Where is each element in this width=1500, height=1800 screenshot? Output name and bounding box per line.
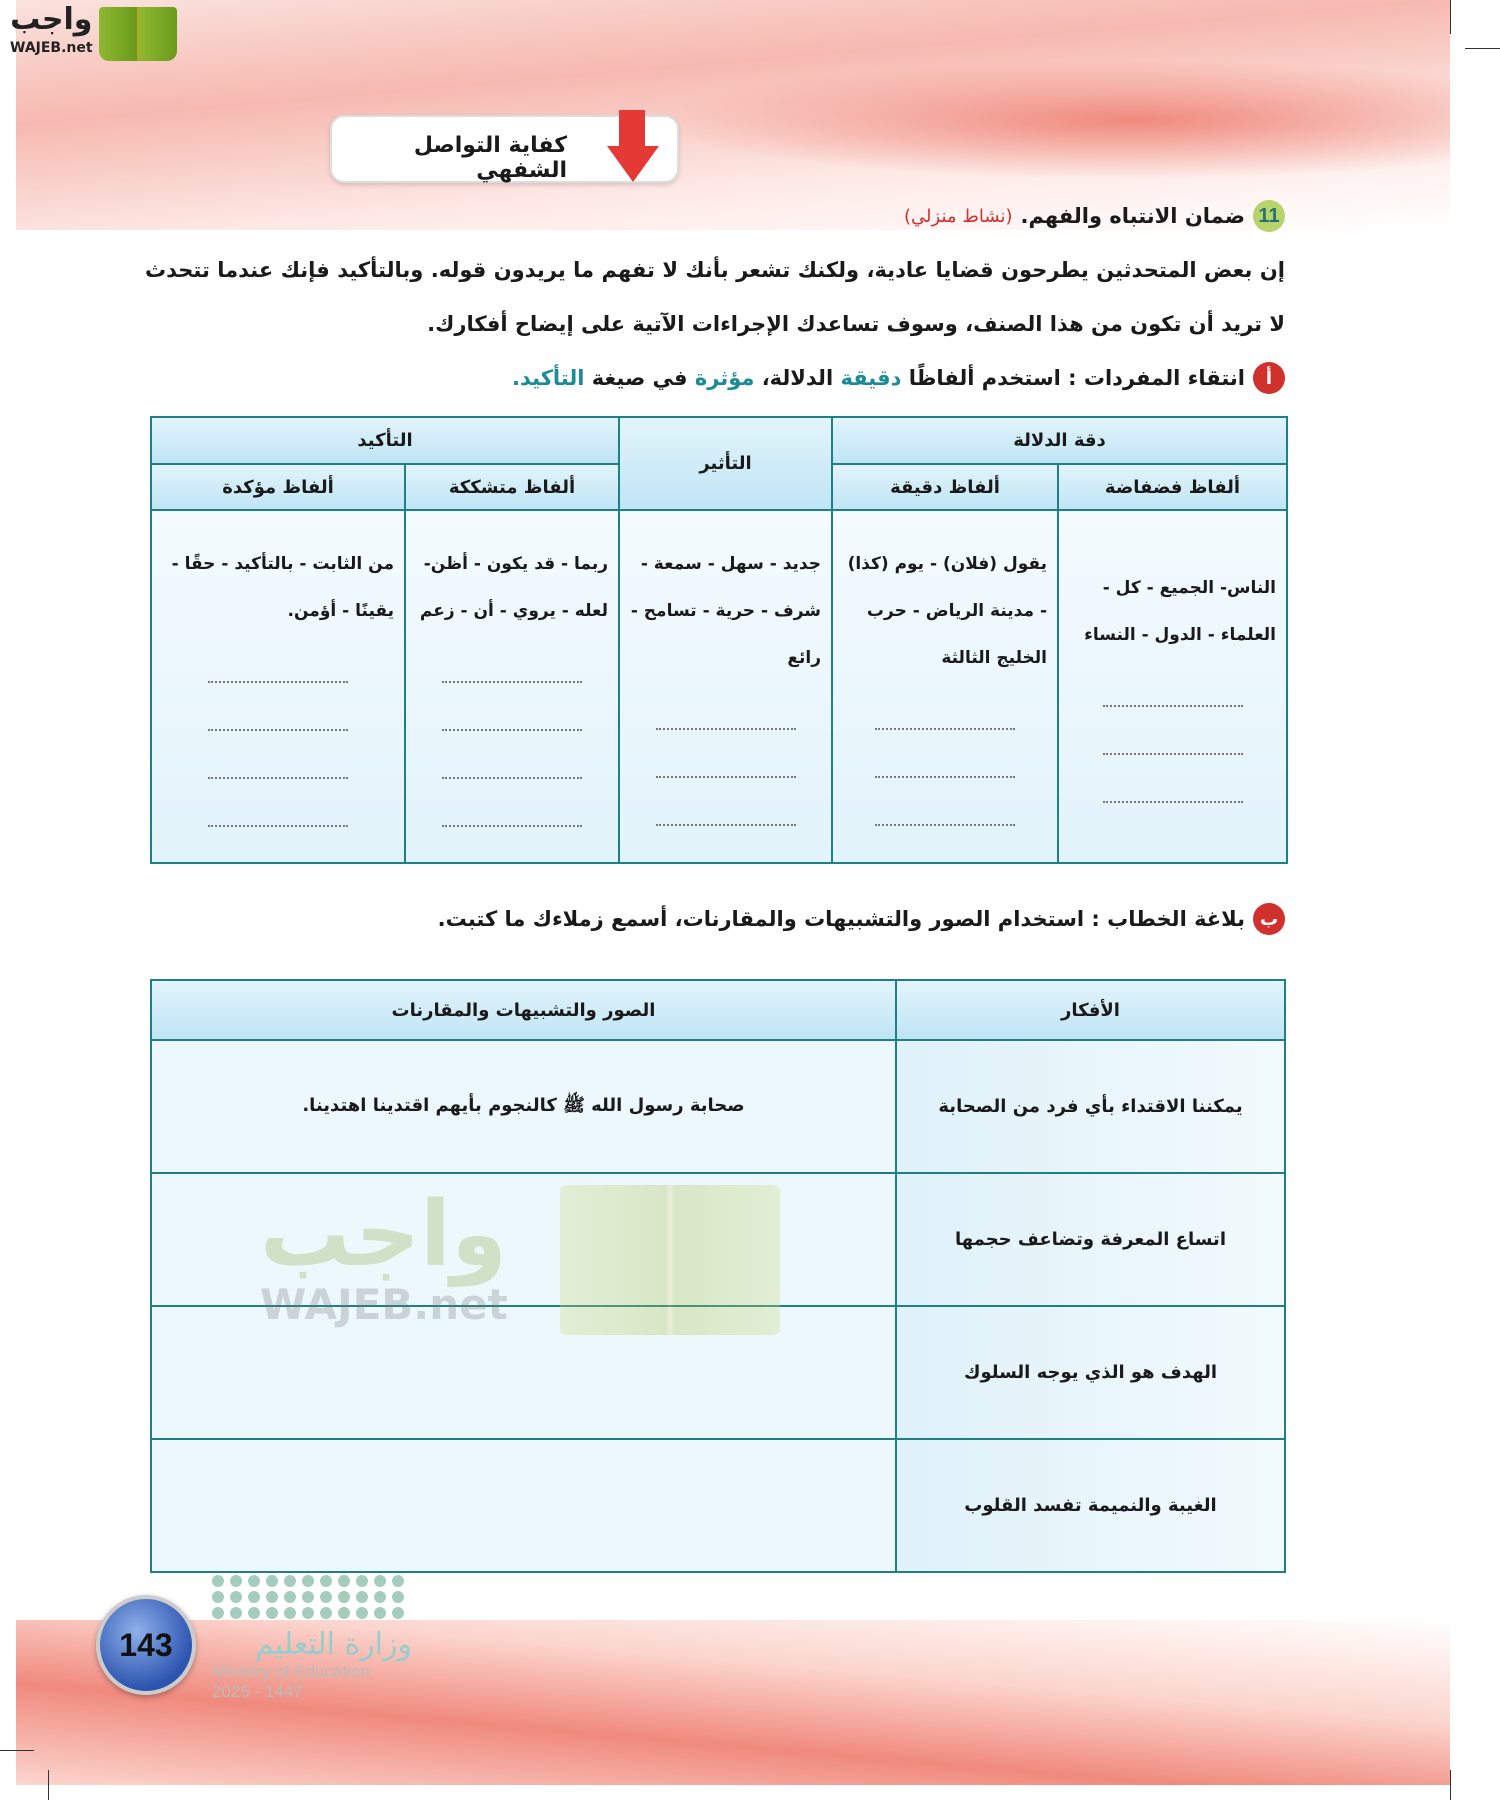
highlight-word: مؤثرة	[694, 366, 755, 390]
header-certain: ألفاظ مؤكدة	[151, 464, 405, 510]
cell-text: الناس- الجميع - كل - العلماء - الدول - النساء	[1084, 578, 1276, 645]
watermark-book-icon	[560, 1185, 780, 1335]
cell-impact[interactable]	[619, 510, 832, 863]
ministry-name-en: Ministry of Education	[212, 1662, 370, 1681]
cell-text: يقول (فلان) - يوم (كذا) - مدينة الرياض - حرب الخليج الثالثة	[847, 554, 1047, 668]
part-a-text: في صيغة	[591, 366, 688, 390]
intro-paragraph: إن بعض المتحدثين يطرحون قضايا عادية، ولكنك تشعر بأنك لا تفهم ما يريدون قوله. وبالتأكيد فإنك عندما تتحدث لا تريد أن تكون من هذا الصنف، وسوف تساعدك الإجراءات الآتية على إيضاح أفكارك.	[145, 258, 1285, 336]
header-precision: دقة الدلالة	[832, 417, 1287, 464]
ministry-dots-icon	[212, 1575, 412, 1619]
crop-mark	[1465, 48, 1500, 49]
cell-vague[interactable]	[1058, 510, 1287, 863]
part-b-text: بلاغة الخطاب : استخدام الصور والتشبيهات والمقارنات، أسمع زملاءك ما كتبت.	[437, 907, 1245, 931]
item-title: ضمان الانتباه والفهم.	[1020, 204, 1245, 228]
header-images: الصور والتشبيهات والمقارنات	[151, 980, 896, 1040]
part-a-heading	[512, 362, 1285, 394]
cell-certain[interactable]	[151, 510, 405, 863]
item-heading	[904, 200, 1285, 232]
cell-doubtful[interactable]	[405, 510, 619, 863]
header-precise: ألفاظ دقيقة	[832, 464, 1058, 510]
header-ideas: الأفكار	[896, 980, 1285, 1040]
part-a-text: انتقاء المفردات : استخدم ألفاظًا	[908, 366, 1245, 390]
part-a-text: الدلالة،	[761, 366, 834, 390]
highlight-word: دقيقة	[840, 366, 902, 390]
header-emphasis: التأكيد	[151, 417, 619, 464]
part-b-heading	[438, 903, 1285, 935]
header-doubtful: ألفاظ متشككة	[405, 464, 619, 510]
section-title: كفاية التواصل الشفهي	[413, 133, 567, 183]
ministry-logo	[212, 1575, 412, 1702]
idea-cell: الهدف هو الذي يوجه السلوك	[896, 1306, 1285, 1439]
crop-mark	[48, 1770, 49, 1800]
watermark: واجب WAJEB.net	[260, 1182, 508, 1329]
highlight-word: التأكيد.	[512, 366, 585, 390]
item-number: 11	[1253, 200, 1285, 232]
table-row	[151, 1439, 1285, 1572]
part-a-bullet: أ	[1253, 362, 1285, 394]
site-logo[interactable]	[10, 2, 177, 62]
item-note: (نشاط منزلي)	[904, 205, 1013, 227]
page-number: 143	[96, 1595, 196, 1695]
ministry-name-ar: وزارة التعليم	[254, 1627, 412, 1662]
crop-mark	[1450, 0, 1451, 34]
book-icon	[99, 7, 177, 61]
image-cell[interactable]	[151, 1439, 896, 1572]
header-vague: ألفاظ فضفاضة	[1058, 464, 1287, 510]
idea-cell: اتساع المعرفة وتضاعف حجمها	[896, 1173, 1285, 1306]
cell-precise[interactable]	[832, 510, 1058, 863]
part-b-bullet: ب	[1253, 903, 1285, 935]
cell-text: جديد - سهل - سمعة - شرف - حرية - تسامح - رائع	[630, 554, 821, 668]
arrow-down-icon	[605, 110, 661, 182]
idea-cell: يمكننا الاقتداء بأي فرد من الصحابة	[896, 1040, 1285, 1173]
table-row	[151, 1040, 1285, 1173]
idea-cell: الغيبة والنميمة تفسد القلوب	[896, 1439, 1285, 1572]
cell-text: ربما - قد يكون - أظن- لعله - يروي - أن - زعم	[419, 554, 608, 621]
header-impact: التأثير	[619, 417, 832, 510]
header-background	[16, 0, 1450, 230]
ministry-year: 2025 - 1447	[212, 1682, 303, 1701]
vocabulary-table	[150, 416, 1288, 864]
crop-mark	[0, 1750, 34, 1751]
cell-text: من الثابت - بالتأكيد - حقًا - يقينًا - أؤمن.	[171, 554, 394, 621]
image-cell[interactable]: صحابة رسول الله ﷺ كالنجوم بأيهم اقتدينا اهتدينا.	[151, 1040, 896, 1173]
crop-mark	[1450, 1770, 1451, 1800]
logo-text: واجب WAJEB.net	[10, 2, 93, 56]
